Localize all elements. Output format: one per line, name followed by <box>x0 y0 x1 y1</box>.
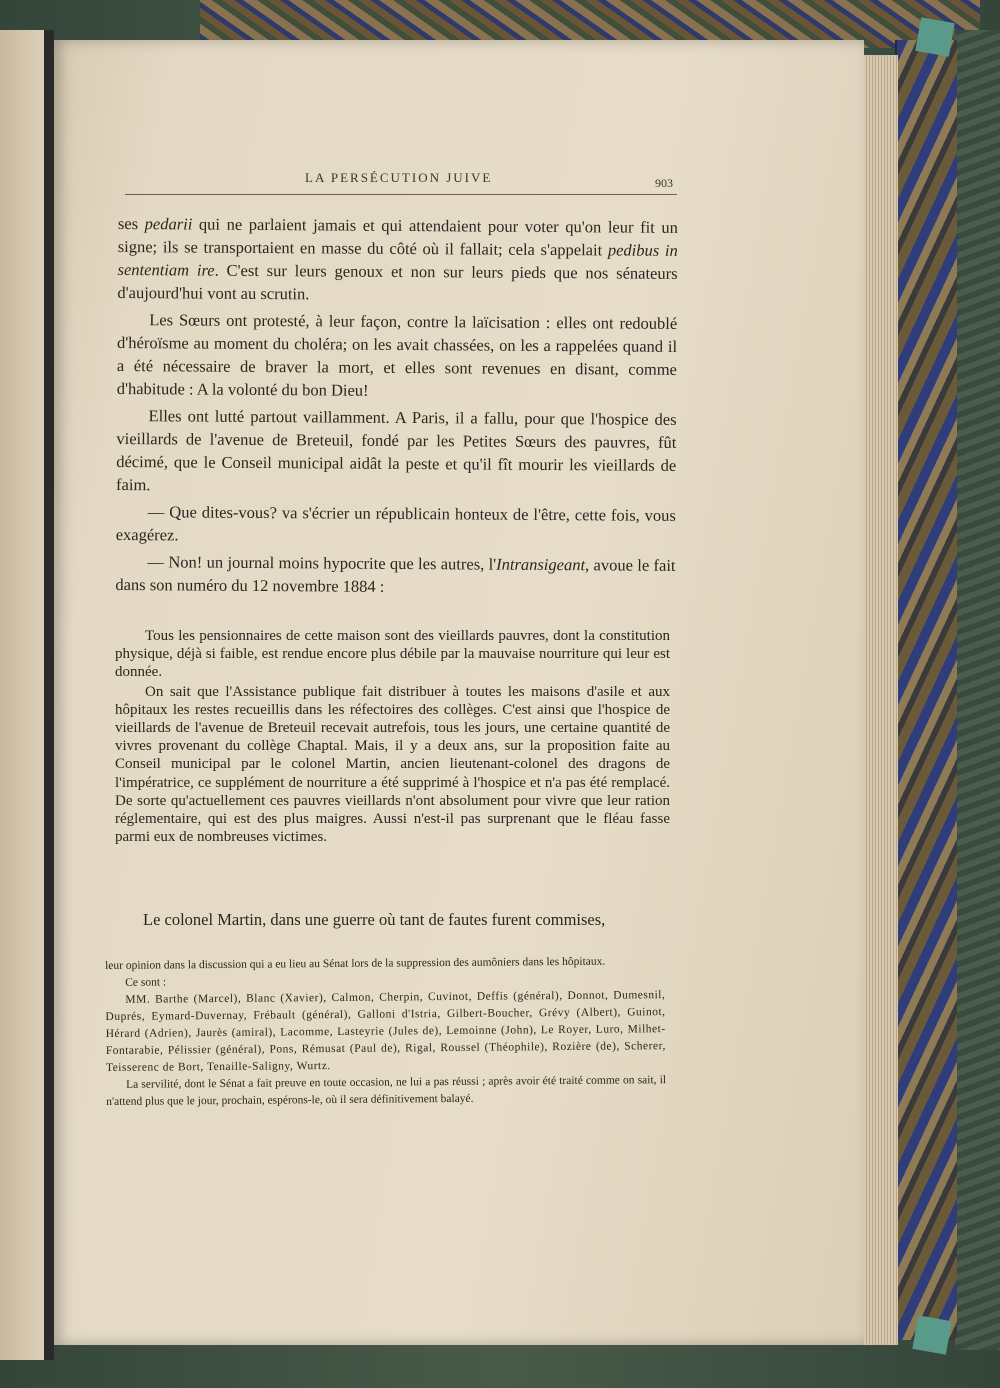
text-run: . C'est sur leurs genoux et non sur leurs pieds que nos sénateurs d'aujourd'hui vont au scrutin. <box>117 260 678 304</box>
footnote-line-1: leur opinion dans la discussion qui a eu lieu au Sénat lors de la suppression des aumôniers dans les hôpitaux. <box>105 955 606 972</box>
footnote-names-list: MM. Barthe (Marcel), Blanc (Xavier), Calmon, Cherpin, Cuvinot, Deffis (général), Donnot, Dumesnil, Duprés, Eymard-Duvernay, Frébault (général), Galloni d'Istria, Gilbert-Boucher, Grévy (Albert), Guinot, Hérard (Adrien), Jaurès (amiral), Lacomme, Lasteyrie (Jules de), Lemoinne (John), Le Royer, Luro, Milhet-Fontarabie, Pélissier (général), Pons, Rémusat (Paul de), Rigal, Roussel (Théophile), Rozière (de), Scherer, Teisserenc de Bort, Tenaille-Saligny, Wurtz. <box>105 989 666 1074</box>
footnote-line-2: Ce sont : <box>125 976 167 989</box>
text-run: , avoue le fait dans son numéro du 12 novembre 1884 : <box>115 555 676 596</box>
text-run: ses <box>117 213 145 234</box>
footnote-line-4: La servilité, dont le Sénat a fait preuve en toute occasion, ne lui a pas réussi ; après avoir été traité comme on sait, il n'attend plus que le jour, prochain, espérons-le, où il sera définitivement balayé. <box>106 1074 667 1108</box>
corner-tab-bottom <box>912 1315 951 1354</box>
text-run: — Non! un journal moins hypocrite que les autres, l' <box>147 552 497 574</box>
text-run: qui ne parlaient jamais et qui attendaient pour voter qu'on leur fit un signe; ils se transportaient en masse du côté où il fallait; cela s'appelait <box>117 214 678 260</box>
page-stack-edges <box>858 55 898 1345</box>
continuation-line: Le colonel Martin, dans une guerre où tant de fautes furent commises, <box>143 910 606 929</box>
header-rule <box>125 194 677 195</box>
corner-tab-top <box>915 17 954 56</box>
left-page-edge <box>0 30 47 1360</box>
paragraph-5 <box>115 550 675 600</box>
paragraph-3: Elles ont lutté partout vaillamment. A Paris, il a fallu, pour que l'hospice des vieillards de l'avenue de Breteuil, fondé par les Petites Sœurs des pauvres, fût décimé, que le Conseil municipal aidât la peste et qu'il fît mourir les vieillards de faim. <box>116 406 677 495</box>
italic-term: Intransigeant <box>496 554 586 575</box>
running-title: LA PERSÉCUTION JUIVE <box>305 170 493 185</box>
quote-paragraph-2: On sait que l'Assistance publique fait distribuer à toutes les maisons d'asile et aux hôpitaux les restes recueillis dans les réfectoires des collèges. C'est ainsi que l'hospice de vieillards de l'avenue de Breteuil recevait autrefois, tous les jours, une certaine quantité de vivres provenant du collège Chaptal. Mais, il y a deux ans, sur la proposition faite au Conseil municipal par le colonel Martin, ancien lieutenant-colonel des dragons de l'impératrice, ce supplément de nourriture a été supprimé à l'hospice et n'a pas été remplacé. De sorte qu'actuellement ces pauvres vieillards n'ont absolument pour vivre que leur ration réglementaire, qui est des plus maigres. Aussi n'est-il pas surprenant que le fléau fasse parmi eux de nombreuses victimes. <box>115 683 670 846</box>
block-quote <box>115 627 670 847</box>
book-gutter <box>44 30 54 1360</box>
main-text <box>115 212 678 604</box>
page-number: 903 <box>655 176 673 190</box>
italic-term: pedibus in sententiam ire <box>117 240 678 280</box>
marbled-cover-side <box>895 40 957 1340</box>
paragraph-4: — Que dites-vous? va s'écrier un républicain honteux de l'être, cette fois, vous exagérez. <box>115 502 676 545</box>
italic-term: pedarii <box>144 214 193 234</box>
footnotes <box>105 953 666 1111</box>
paragraph-1 <box>117 212 678 308</box>
book-edge <box>955 30 1000 1350</box>
paragraph-2: Les Sœurs ont protesté, à leur façon, contre la laïcisation : elles ont redoublé d'héroïsme au moment du choléra; on les avait chassées, on les a rappelées quand il a été nécessaire de braver la mort, et elles sont revenues en disant, comme d'habitude : A la volonté du bon Dieu! <box>116 310 678 400</box>
quote-paragraph-1: Tous les pensionnaires de cette maison sont des vieillards pauvres, dont la constitution physique, déjà si faible, est rendue encore plus débile par la mauvaise nourriture qui leur est donnée. <box>115 628 670 681</box>
